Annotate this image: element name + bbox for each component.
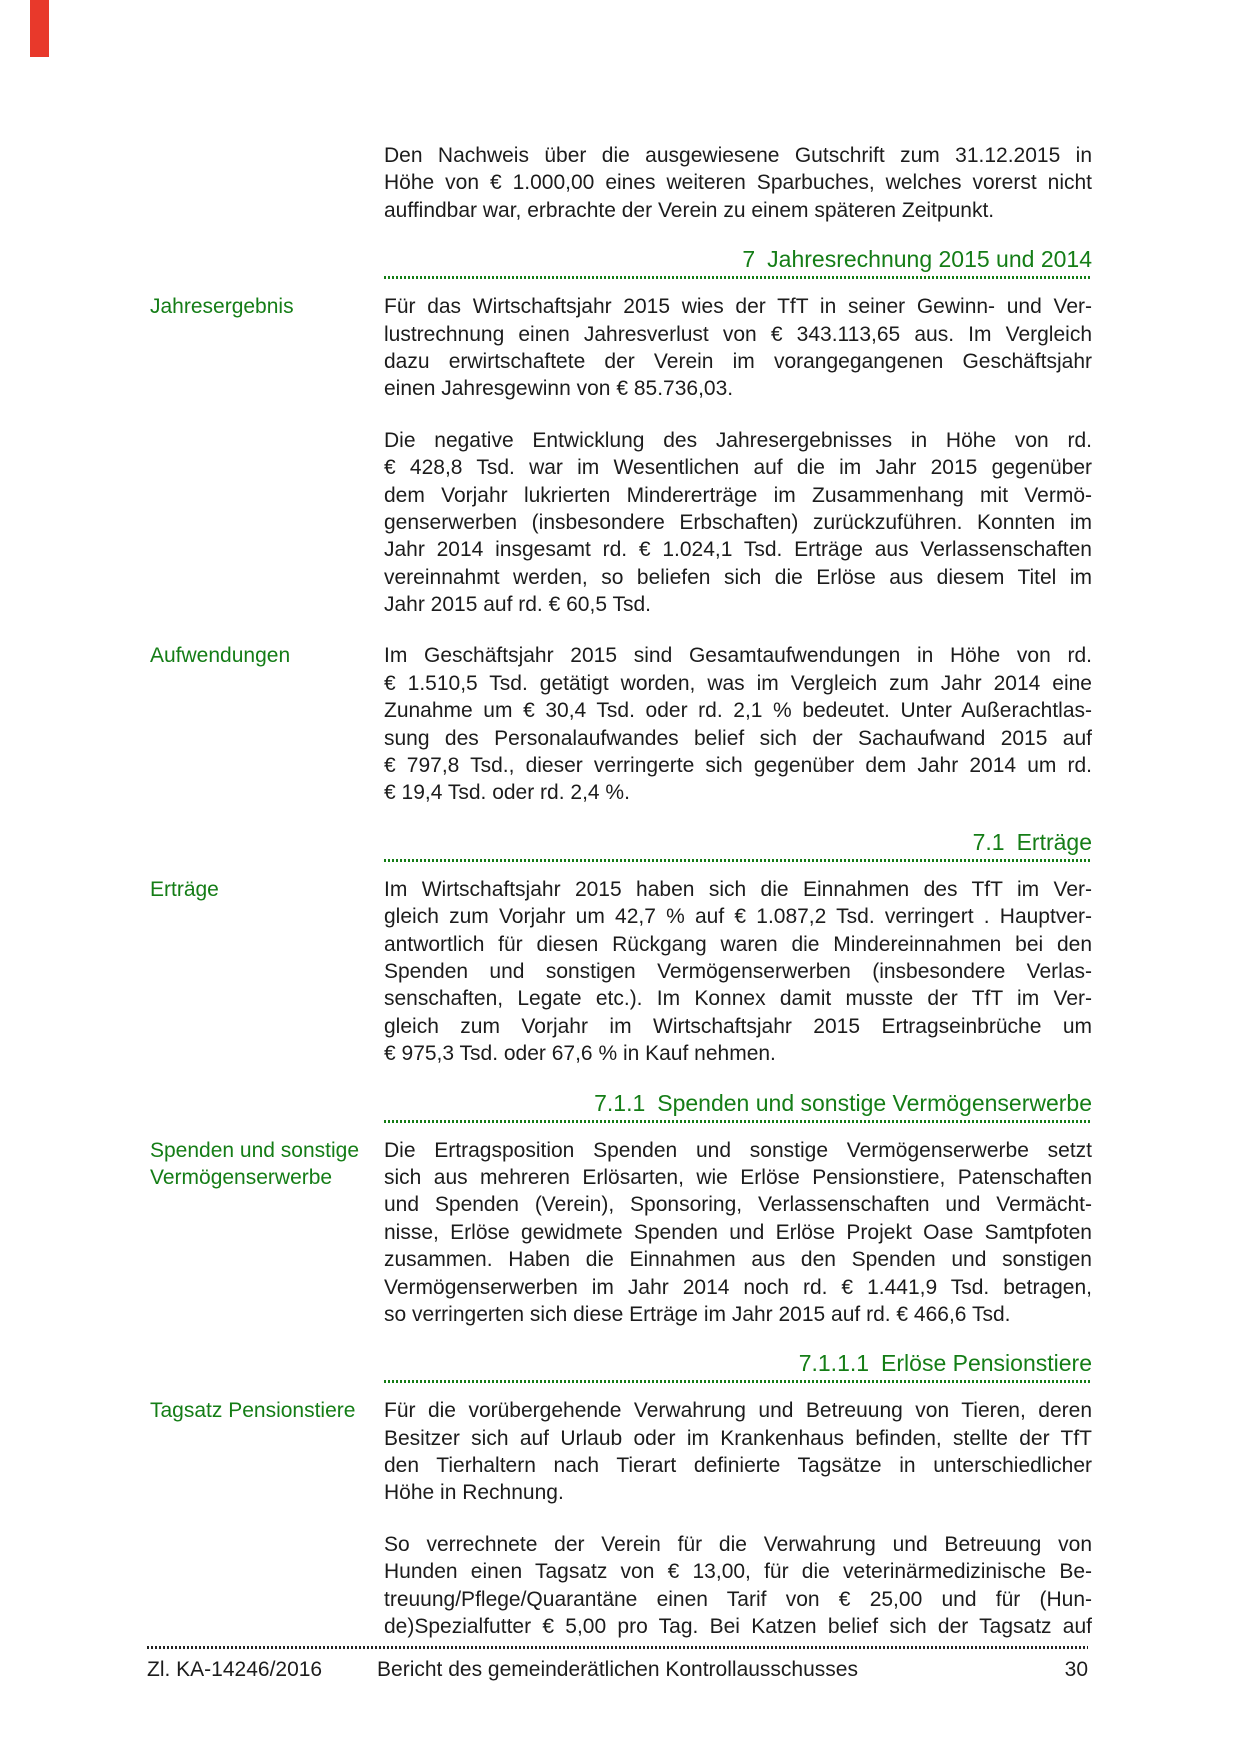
text-line: einen Jahresgewinn von € 85.736,03. bbox=[384, 377, 734, 401]
text-line: treuung/Pflege/Quarantäne einen Tarif von € 25,00 und für (Hun- bbox=[384, 1587, 1092, 1611]
text-line: Im Wirtschaftsjahr 2015 haben sich die Einnahmen des TfT im Ver- bbox=[384, 877, 1092, 901]
paragraph bbox=[150, 293, 1092, 403]
footer-divider bbox=[147, 1646, 1088, 1649]
text-line: Die Ertragsposition Spenden und sonstige Vermögenserwerbe setzt bbox=[384, 1138, 1092, 1162]
text-line: So verrechnete der Verein für die Verwahrung und Betreuung von bbox=[384, 1532, 1092, 1556]
text-line: € 428,8 Tsd. war im Wesentlichen auf die im Jahr 2015 gegenüber bbox=[384, 456, 1092, 480]
side-label bbox=[150, 1137, 376, 1192]
red-marker bbox=[30, 0, 49, 57]
side-label-line: Erträge bbox=[150, 877, 219, 901]
heading-title: Erträge bbox=[1016, 828, 1092, 855]
document-body bbox=[150, 142, 1092, 1664]
footer-row bbox=[147, 1658, 1088, 1684]
section-heading-7-1-1-1 bbox=[384, 1350, 1092, 1383]
side-label bbox=[150, 1397, 376, 1424]
side-label-line: Aufwendungen bbox=[150, 644, 291, 668]
heading-underline bbox=[384, 1120, 1092, 1123]
paragraph bbox=[150, 1137, 1092, 1329]
footer-reference: Zl. KA-14246/2016 bbox=[147, 1658, 323, 1681]
text-line: sung des Personalaufwandes belief sich der Sachaufwand 2015 auf bbox=[384, 726, 1092, 750]
side-label-line: Vermögenserwerbe bbox=[150, 1165, 333, 1189]
paragraph bbox=[384, 427, 1092, 619]
heading-title: Erlöse Pensionstiere bbox=[881, 1350, 1092, 1377]
text-line: dazu erwirtschaftete der Verein im vorangegangenen Geschäftsjahr bbox=[384, 349, 1092, 373]
text-line: antwortlich für diesen Rückgang waren die Mindereinnahmen bei den bbox=[384, 932, 1092, 956]
text-line: € 19,4 Tsd. oder rd. 2,4 %. bbox=[384, 781, 630, 805]
text-line: Im Geschäftsjahr 2015 sind Gesamtaufwendungen in Höhe von rd. bbox=[384, 644, 1092, 668]
text-line: vereinnahmt werden, so beliefen sich die Erlöse aus diesem Titel im bbox=[384, 565, 1092, 589]
paragraph bbox=[150, 876, 1092, 1068]
section-heading-7-1-1 bbox=[384, 1090, 1092, 1123]
text-line: de)Spezialfutter € 5,00 pro Tag. Bei Katzen belief sich der Tagsatz auf bbox=[384, 1615, 1092, 1639]
paragraph bbox=[384, 142, 1092, 224]
paragraph bbox=[384, 1531, 1092, 1641]
heading-title: Spenden und sonstige Vermögenserwerbe bbox=[657, 1089, 1092, 1116]
text-line: Den Nachweis über die ausgewiesene Gutschrift zum 31.12.2015 in bbox=[384, 144, 1092, 167]
text-line: Besitzer sich auf Urlaub oder im Krankenhaus befinden, stellte der TfT bbox=[384, 1426, 1092, 1450]
text-line: Die negative Entwicklung des Jahresergebnisses in Höhe von rd. bbox=[384, 428, 1092, 452]
text-line: € 1.510,5 Tsd. getätigt worden, was im Vergleich zum Jahr 2014 eine bbox=[384, 671, 1092, 695]
text-line: senschaften, Legate etc.). Im Konnex damit musste der TfT im Ver- bbox=[384, 987, 1092, 1011]
heading-underline bbox=[384, 1380, 1092, 1383]
heading-title: Jahresrechnung 2015 und 2014 bbox=[767, 246, 1092, 273]
heading-number: 7 bbox=[742, 246, 756, 273]
text-line: so verringerten sich diese Erträge im Jahr 2015 auf rd. € 466,6 Tsd. bbox=[384, 1302, 1011, 1326]
text-line: Zunahme um € 30,4 Tsd. oder rd. 2,1 % bedeutet. Unter Außerachtlas- bbox=[384, 699, 1092, 723]
side-label bbox=[150, 642, 376, 669]
side-label-line: Tagsatz Pensionstiere bbox=[150, 1399, 356, 1423]
text-line: Vermögenserwerben im Jahr 2014 noch rd. € 1.441,9 Tsd. betragen, bbox=[384, 1275, 1092, 1299]
side-label-line: Spenden und sonstige bbox=[150, 1138, 360, 1162]
text-line: Höhe in Rechnung. bbox=[384, 1481, 564, 1505]
text-line: Höhe von € 1.000,00 eines weiteren Sparbuches, welches vorerst nicht bbox=[384, 171, 1092, 195]
text-line: auffindbar war, erbrachte der Verein zu einem späteren Zeitpunkt. bbox=[384, 198, 995, 222]
heading-number: 7.1.1.1 bbox=[798, 1350, 870, 1377]
text-line: sich aus mehreren Erlösarten, wie Erlöse Pensionstiere, Patenschaften bbox=[384, 1165, 1092, 1189]
side-label bbox=[150, 293, 376, 320]
text-line: Jahr 2014 insgesamt rd. € 1.024,1 Tsd. Erträge aus Verlassenschaften bbox=[384, 538, 1092, 562]
text-line: Jahr 2015 auf rd. € 60,5 Tsd. bbox=[384, 593, 651, 617]
paragraph bbox=[150, 642, 1092, 806]
text-line: dem Vorjahr lukrierten Mindererträge im Zusammenhang mit Vermö- bbox=[384, 483, 1092, 507]
side-label-line: Jahresergebnis bbox=[150, 295, 294, 319]
text-line: Spenden und sonstigen Vermögenserwerben (insbesondere Verlas- bbox=[384, 959, 1092, 983]
text-line: Für die vorübergehende Verwahrung und Betreuung von Tieren, deren bbox=[384, 1399, 1092, 1423]
text-line: € 797,8 Tsd., dieser verringerte sich gegenüber dem Jahr 2014 um rd. bbox=[384, 754, 1092, 778]
text-line: gleich zum Vorjahr im Wirtschaftsjahr 2015 Ertragseinbrüche um bbox=[384, 1014, 1092, 1038]
text-line: und Spenden (Verein), Sponsoring, Verlassenschaften und Vermächt- bbox=[384, 1193, 1092, 1217]
footer-page-number: 30 bbox=[1064, 1658, 1088, 1681]
page-footer bbox=[147, 1646, 1088, 1684]
text-line: genserwerben (insbesondere Erbschaften) zurückzuführen. Konnten im bbox=[384, 510, 1092, 534]
text-line: Hunden einen Tagsatz von € 13,00, für die veterinärmedizinische Be- bbox=[384, 1560, 1092, 1584]
text-line: den Tierhaltern nach Tierart definierte Tagsätze in unterschiedlicher bbox=[384, 1454, 1092, 1478]
paragraph bbox=[150, 1397, 1092, 1507]
text-line: nisse, Erlöse gewidmete Spenden und Erlöse Projekt Oase Samtpfoten bbox=[384, 1220, 1092, 1244]
footer-title: Bericht des gemeinderätlichen Kontrollausschusses bbox=[377, 1658, 858, 1681]
text-line: zusammen. Haben die Einnahmen aus den Spenden und sonstigen bbox=[384, 1248, 1092, 1272]
heading-number: 7.1 bbox=[972, 828, 1005, 855]
section-heading-7-1 bbox=[384, 829, 1092, 862]
heading-underline bbox=[384, 276, 1092, 279]
side-label bbox=[150, 876, 376, 903]
heading-underline bbox=[384, 859, 1092, 862]
heading-number: 7.1.1 bbox=[594, 1089, 646, 1116]
text-line: gleich zum Vorjahr um 42,7 % auf € 1.087,2 Tsd. verringert . Hauptver- bbox=[384, 905, 1092, 929]
text-line: € 975,3 Tsd. oder 67,6 % in Kauf nehmen. bbox=[384, 1042, 776, 1066]
text-line: Für das Wirtschaftsjahr 2015 wies der TfT in seiner Gewinn- und Ver- bbox=[384, 295, 1092, 319]
text-line: lustrechnung einen Jahresverlust von € 343.113,65 aus. Im Vergleich bbox=[384, 322, 1092, 346]
section-heading-7 bbox=[384, 246, 1092, 279]
